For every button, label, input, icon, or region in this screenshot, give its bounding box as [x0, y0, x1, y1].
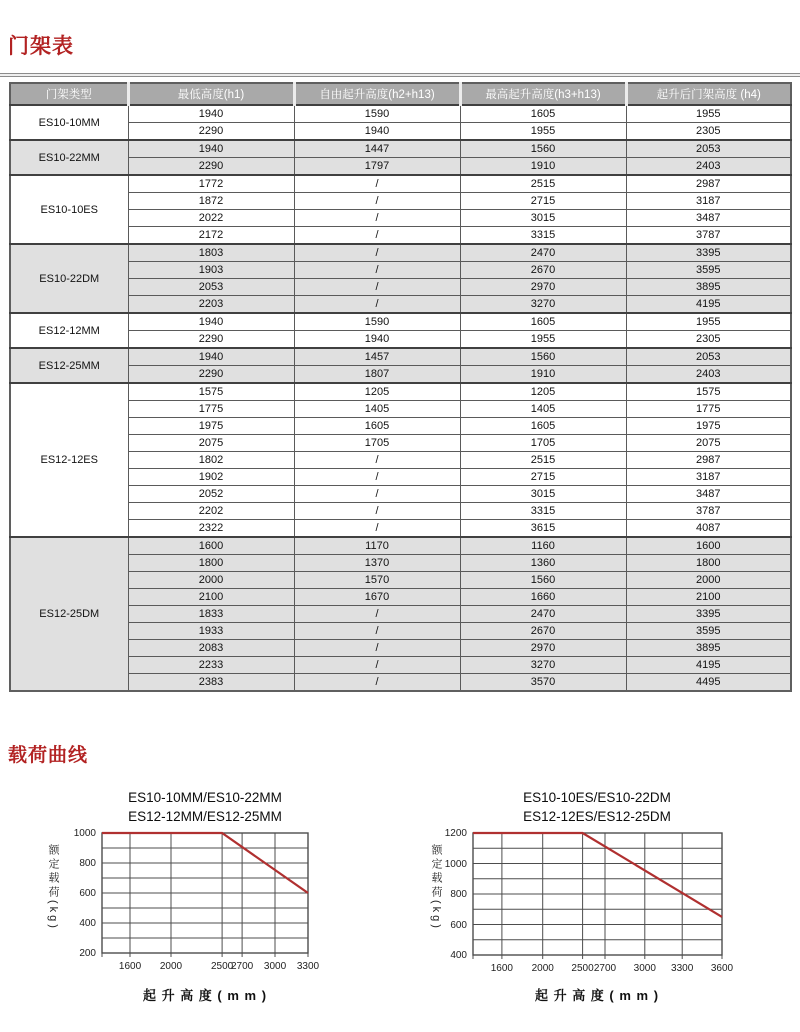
- x-tick-label: 2500: [210, 961, 234, 972]
- header-extended-height: 起升后门架高度 (h4): [626, 83, 791, 105]
- value-cell: /: [294, 296, 460, 314]
- load-chart-mm-models: [30, 782, 375, 1027]
- value-cell: /: [294, 262, 460, 279]
- value-cell: 3487: [626, 486, 791, 503]
- table-row: [10, 401, 791, 418]
- table-row: [10, 105, 791, 123]
- chart-title-line1: ES10-10MM/ES10-22MM: [128, 790, 282, 805]
- table-row: [10, 657, 791, 674]
- value-cell: 1170: [294, 537, 460, 555]
- value-cell: 1660: [460, 589, 626, 606]
- value-cell: 1775: [128, 401, 294, 418]
- value-cell: 2403: [626, 366, 791, 384]
- value-cell: 3595: [626, 262, 791, 279]
- value-cell: 2000: [128, 572, 294, 589]
- value-cell: 2075: [128, 435, 294, 452]
- y-axis-label: 额定载荷(kg): [430, 844, 442, 931]
- value-cell: 3595: [626, 623, 791, 640]
- value-cell: 1447: [294, 140, 460, 158]
- value-cell: 2670: [460, 262, 626, 279]
- value-cell: 2322: [128, 520, 294, 538]
- value-cell: 2970: [460, 640, 626, 657]
- value-cell: 1560: [460, 140, 626, 158]
- value-cell: 1590: [294, 313, 460, 331]
- value-cell: /: [294, 452, 460, 469]
- value-cell: 2987: [626, 452, 791, 469]
- value-cell: 1802: [128, 452, 294, 469]
- mast-table-title: 门架表: [8, 35, 74, 58]
- value-cell: 3015: [460, 486, 626, 503]
- value-cell: 2052: [128, 486, 294, 503]
- model-cell: ES12-25DM: [10, 537, 128, 691]
- value-cell: 1955: [626, 313, 791, 331]
- value-cell: 1560: [460, 348, 626, 366]
- plot-area: [473, 833, 723, 960]
- value-cell: 2470: [460, 244, 626, 262]
- y-tick-label: 800: [450, 889, 467, 900]
- value-cell: 1940: [128, 313, 294, 331]
- value-cell: 1975: [128, 418, 294, 435]
- value-cell: 1955: [460, 331, 626, 349]
- value-cell: 1457: [294, 348, 460, 366]
- value-cell: 1955: [626, 105, 791, 123]
- model-cell: ES10-22MM: [10, 140, 128, 175]
- table-row: [10, 244, 791, 262]
- value-cell: 2987: [626, 175, 791, 193]
- value-cell: 1772: [128, 175, 294, 193]
- value-cell: 1910: [460, 366, 626, 384]
- value-cell: 3570: [460, 674, 626, 692]
- value-cell: 1205: [460, 383, 626, 401]
- value-cell: 1605: [460, 418, 626, 435]
- value-cell: 1605: [460, 105, 626, 123]
- x-tick-label: 2700: [593, 963, 617, 974]
- value-cell: /: [294, 279, 460, 296]
- header-max-lift: 最高起升高度(h3+h13): [460, 83, 626, 105]
- header-free-lift: 自由起升高度(h2+h13): [294, 83, 460, 105]
- x-tick-label: 2000: [531, 963, 554, 974]
- table-body: [10, 105, 791, 691]
- value-cell: 1600: [128, 537, 294, 555]
- title-divider: [0, 73, 800, 77]
- value-cell: 1360: [460, 555, 626, 572]
- value-cell: 2100: [128, 589, 294, 606]
- value-cell: 1575: [626, 383, 791, 401]
- y-tick-label: 200: [79, 948, 96, 959]
- value-cell: /: [294, 244, 460, 262]
- value-cell: 2305: [626, 123, 791, 141]
- value-cell: 1370: [294, 555, 460, 572]
- header-mast-type: 门架类型: [10, 83, 128, 105]
- value-cell: /: [294, 503, 460, 520]
- table-row: [10, 123, 791, 141]
- model-cell: ES12-25MM: [10, 348, 128, 383]
- value-cell: 1807: [294, 366, 460, 384]
- value-cell: 1902: [128, 469, 294, 486]
- table-header-row: [10, 83, 791, 105]
- table-row: [10, 383, 791, 401]
- value-cell: 1800: [128, 555, 294, 572]
- value-cell: /: [294, 657, 460, 674]
- value-cell: 1705: [294, 435, 460, 452]
- value-cell: 2075: [626, 435, 791, 452]
- table-row: [10, 452, 791, 469]
- x-tick-label: 1600: [118, 961, 142, 972]
- mast-spec-table: [9, 82, 792, 692]
- value-cell: 2290: [128, 331, 294, 349]
- value-cell: /: [294, 469, 460, 486]
- value-cell: 2022: [128, 210, 294, 227]
- value-cell: 3615: [460, 520, 626, 538]
- value-cell: 2470: [460, 606, 626, 623]
- value-cell: 2383: [128, 674, 294, 692]
- value-cell: 2100: [626, 589, 791, 606]
- value-cell: 1872: [128, 193, 294, 210]
- table-row: [10, 418, 791, 435]
- x-tick-label: 3300: [296, 961, 320, 972]
- value-cell: 3487: [626, 210, 791, 227]
- value-cell: 3315: [460, 227, 626, 245]
- value-cell: /: [294, 227, 460, 245]
- chart-title-line2: ES12-12MM/ES12-25MM: [128, 809, 282, 824]
- value-cell: 2715: [460, 193, 626, 210]
- value-cell: 2290: [128, 123, 294, 141]
- value-cell: 3895: [626, 640, 791, 657]
- value-cell: /: [294, 606, 460, 623]
- x-axis-label: 起 升 高 度 ( m m ): [534, 988, 660, 1003]
- value-cell: /: [294, 210, 460, 227]
- table-row: [10, 572, 791, 589]
- table-row: [10, 537, 791, 555]
- value-cell: 2290: [128, 158, 294, 176]
- chart-title-line2: ES12-12ES/ES12-25DM: [523, 809, 671, 824]
- value-cell: 2172: [128, 227, 294, 245]
- value-cell: 3015: [460, 210, 626, 227]
- table-row: [10, 331, 791, 349]
- chart-title: [457, 788, 737, 826]
- header-min-height: 最低高度(h1): [128, 83, 294, 105]
- x-tick-label: 3300: [671, 963, 694, 974]
- value-cell: 1940: [128, 140, 294, 158]
- table-row: [10, 435, 791, 452]
- value-cell: 2715: [460, 469, 626, 486]
- value-cell: 1955: [460, 123, 626, 141]
- table-row: [10, 348, 791, 366]
- value-cell: 1940: [128, 348, 294, 366]
- value-cell: 2403: [626, 158, 791, 176]
- value-cell: 1670: [294, 589, 460, 606]
- value-cell: 2203: [128, 296, 294, 314]
- table-row: [10, 555, 791, 572]
- value-cell: 1405: [294, 401, 460, 418]
- value-cell: 3895: [626, 279, 791, 296]
- value-cell: 2053: [626, 348, 791, 366]
- value-cell: /: [294, 175, 460, 193]
- chart-title-line1: ES10-10ES/ES10-22DM: [523, 790, 671, 805]
- value-cell: 1940: [294, 331, 460, 349]
- value-cell: 2233: [128, 657, 294, 674]
- value-cell: 2053: [626, 140, 791, 158]
- value-cell: 1940: [128, 105, 294, 123]
- value-cell: /: [294, 520, 460, 538]
- value-cell: 1833: [128, 606, 294, 623]
- value-cell: 1605: [460, 313, 626, 331]
- table-row: [10, 486, 791, 503]
- table-row: [10, 640, 791, 657]
- value-cell: 3395: [626, 606, 791, 623]
- load-curve-title: 载荷曲线: [8, 745, 89, 766]
- value-cell: 2053: [128, 279, 294, 296]
- value-cell: 3187: [626, 193, 791, 210]
- value-cell: 2305: [626, 331, 791, 349]
- value-cell: 1910: [460, 158, 626, 176]
- value-cell: 4195: [626, 657, 791, 674]
- table-row: [10, 366, 791, 384]
- y-tick-label: 800: [79, 858, 96, 869]
- value-cell: /: [294, 486, 460, 503]
- x-axis-label: 起 升 高 度 ( m m ): [142, 988, 268, 1003]
- y-tick-label: 1200: [444, 828, 467, 839]
- value-cell: 1560: [460, 572, 626, 589]
- y-axis-label: 额定载荷(kg): [47, 844, 59, 931]
- table-row: [10, 296, 791, 314]
- x-tick-label: 3000: [263, 961, 287, 972]
- value-cell: 1160: [460, 537, 626, 555]
- table-row: [10, 279, 791, 296]
- y-tick-label: 1000: [444, 858, 467, 870]
- x-tick-label: 3000: [633, 963, 656, 974]
- table-row: [10, 503, 791, 520]
- model-cell: ES12-12MM: [10, 313, 128, 348]
- table-row: [10, 520, 791, 538]
- value-cell: 3187: [626, 469, 791, 486]
- value-cell: 1775: [626, 401, 791, 418]
- value-cell: /: [294, 623, 460, 640]
- y-tick-label: 400: [79, 918, 96, 929]
- y-tick-label: 600: [450, 919, 467, 931]
- value-cell: 4087: [626, 520, 791, 538]
- value-cell: 1605: [294, 418, 460, 435]
- table-row: [10, 589, 791, 606]
- value-cell: 1705: [460, 435, 626, 452]
- x-tick-label: 1600: [490, 963, 513, 974]
- value-cell: 2290: [128, 366, 294, 384]
- value-cell: /: [294, 674, 460, 692]
- value-cell: 1903: [128, 262, 294, 279]
- value-cell: 1940: [294, 123, 460, 141]
- value-cell: 4195: [626, 296, 791, 314]
- value-cell: 2515: [460, 175, 626, 193]
- value-cell: 3315: [460, 503, 626, 520]
- model-cell: ES12-12ES: [10, 383, 128, 537]
- value-cell: 1800: [626, 555, 791, 572]
- value-cell: 1797: [294, 158, 460, 176]
- table-row: [10, 210, 791, 227]
- y-tick-label: 1000: [73, 828, 96, 839]
- table-row: [10, 674, 791, 692]
- value-cell: 2083: [128, 640, 294, 657]
- y-tick-label: 600: [79, 888, 96, 899]
- model-cell: ES10-22DM: [10, 244, 128, 313]
- value-cell: 1205: [294, 383, 460, 401]
- value-cell: 2000: [626, 572, 791, 589]
- value-cell: 1600: [626, 537, 791, 555]
- value-cell: 3787: [626, 503, 791, 520]
- table-row: [10, 313, 791, 331]
- x-tick-label: 2000: [159, 961, 183, 972]
- value-cell: 1803: [128, 244, 294, 262]
- value-cell: 1405: [460, 401, 626, 418]
- table-row: [10, 193, 791, 210]
- value-cell: 2515: [460, 452, 626, 469]
- value-cell: 1975: [626, 418, 791, 435]
- plot-area: [102, 833, 309, 958]
- model-cell: ES10-10MM: [10, 105, 128, 140]
- model-cell: ES10-10ES: [10, 175, 128, 244]
- value-cell: 4495: [626, 674, 791, 692]
- x-tick-label: 2500: [571, 963, 594, 974]
- x-tick-label: 3600: [710, 963, 734, 974]
- value-cell: 3395: [626, 244, 791, 262]
- table-row: [10, 262, 791, 279]
- value-cell: 2670: [460, 623, 626, 640]
- value-cell: 1590: [294, 105, 460, 123]
- value-cell: 2202: [128, 503, 294, 520]
- table-row: [10, 140, 791, 158]
- table-row: [10, 175, 791, 193]
- table-row: [10, 158, 791, 176]
- x-tick-label: 2700: [230, 961, 254, 972]
- value-cell: /: [294, 193, 460, 210]
- value-cell: 3787: [626, 227, 791, 245]
- table-row: [10, 227, 791, 245]
- value-cell: 1570: [294, 572, 460, 589]
- load-chart-es-dm-models: [420, 782, 765, 1027]
- value-cell: 1933: [128, 623, 294, 640]
- y-tick-label: 400: [450, 950, 467, 961]
- chart-title: [70, 788, 340, 826]
- table-row: [10, 469, 791, 486]
- value-cell: 1575: [128, 383, 294, 401]
- value-cell: 2970: [460, 279, 626, 296]
- table-row: [10, 623, 791, 640]
- value-cell: 3270: [460, 657, 626, 674]
- table-row: [10, 606, 791, 623]
- value-cell: /: [294, 640, 460, 657]
- value-cell: 3270: [460, 296, 626, 314]
